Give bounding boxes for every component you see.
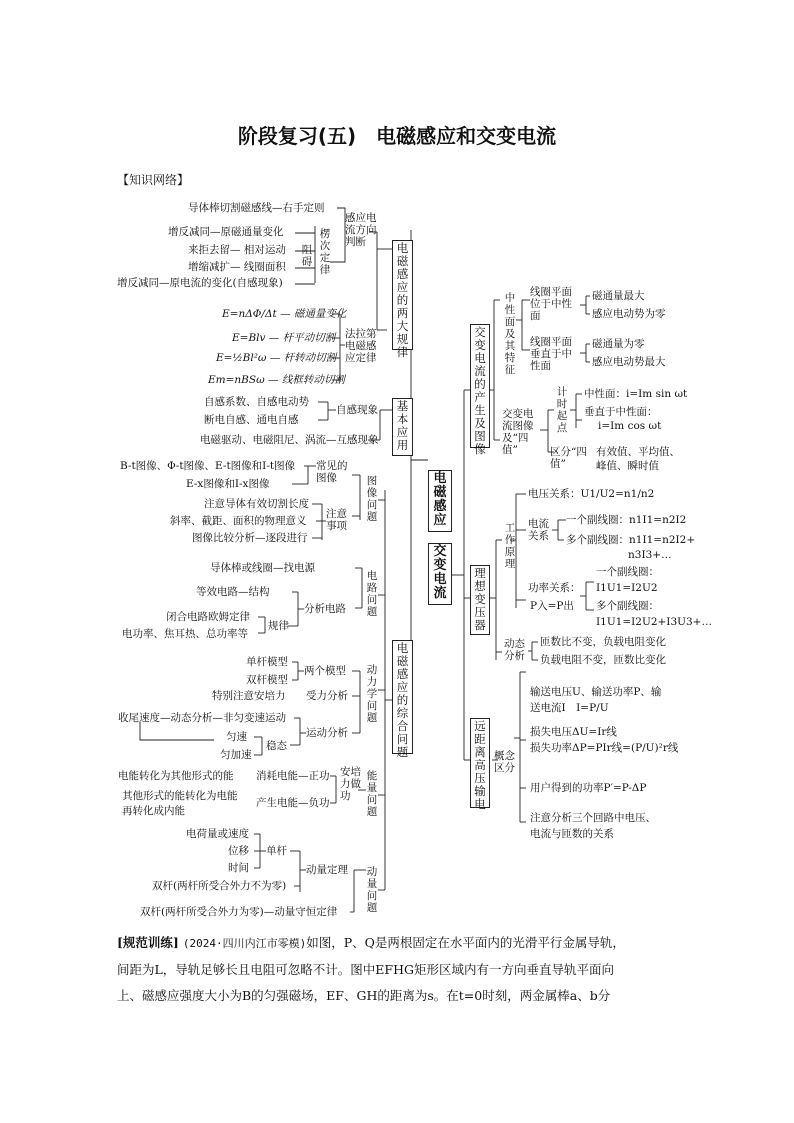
section-label: 【知识网络】 <box>117 173 190 187</box>
work-principle-label: 工作原理 <box>504 522 516 570</box>
momentum-item: 电荷量或速度 <box>186 828 249 840</box>
start-label: 计时起点 <box>556 386 568 434</box>
long-item-5: 注意分析三个回路中电压、 <box>530 812 656 824</box>
emf-formula: Em=nBSω — 线框转动切割 <box>208 374 345 386</box>
steady-item: 匀加速 <box>220 749 252 761</box>
circuit-rule-label: 规律 <box>268 620 289 632</box>
long-item-5b: 电流与匝数的关系 <box>530 828 614 840</box>
self-induction-label: 自感现象 <box>336 404 378 416</box>
emi-app-box: 基本应用 <box>392 398 413 456</box>
exercise-label: [规范训练] <box>117 935 179 950</box>
neutral-p1b: 感应电动势为零 <box>592 308 666 320</box>
circuit-equiv: 等效电路—结构 <box>196 586 270 598</box>
emi-comprehensive-box: 电磁感应的综合问题 <box>392 640 413 754</box>
common-graph-2: E-x图像和I-x图像 <box>186 478 270 490</box>
lenz-label: 楞次定律 <box>319 228 331 276</box>
steady-label: 稳态 <box>266 740 287 752</box>
center-box-ac: 交变电流 <box>428 543 452 605</box>
circuit-rule: 电功率、焦耳热、总功率等 <box>122 628 248 640</box>
motion-label: 运动分析 <box>306 727 348 739</box>
lenz-item: 增反减同—原电流的变化(自感现象) <box>117 277 283 289</box>
direction-label: 感应电流方向判断 <box>345 212 377 248</box>
lenz-item: 增缩减扩— 线圈面积 <box>188 261 286 273</box>
momentum-item: 时间 <box>228 862 249 874</box>
four-values-2: 峰值、瞬时值 <box>596 460 659 472</box>
lenz-item: 增反减同—原磁通量变化 <box>168 226 284 238</box>
lenz-item: 来拒去留— 相对运动 <box>188 244 286 256</box>
ac-generation-box: 交变电流的产生及图像 <box>470 324 490 448</box>
emf-formula: E=nΔΦ/Δt — 磁通量变化 <box>222 308 347 320</box>
start-item-1: 中性面：i=Im sin ωt <box>584 388 688 400</box>
momentum-item: 位移 <box>228 845 249 857</box>
page-title: 阶段复习(五) 电磁感应和交变电流 <box>237 124 557 148</box>
final-speed: 收尾速度—动态分析—非匀变速运动 <box>118 712 286 724</box>
center-box-emi: 电磁感应 <box>428 470 452 532</box>
zuai-label: 阻碍 <box>301 244 313 268</box>
graph-label: 图像问题 <box>366 475 378 523</box>
ac-graph-label: 交变电流图像及“四值” <box>502 408 534 456</box>
current-one: 一个副线圈：n1I1=n2I2 <box>566 514 687 526</box>
power-many: 多个副线圈： <box>596 600 659 612</box>
dynamics-label: 动力学问题 <box>366 664 378 724</box>
eddy-line: 电磁驱动、电磁阻尼、涡流—互感现象 <box>200 434 379 446</box>
circuit-rule: 闭合电路欧姆定律 <box>166 611 250 623</box>
neutral-p2b: 感应电动势最大 <box>592 356 666 368</box>
self-item: 断电自感、通电自感 <box>204 414 299 426</box>
energy-line-1b: 消耗电能—正功 <box>256 770 330 782</box>
start-item-2b: i=Im cos ωt <box>598 420 662 432</box>
emi-laws-box: 电磁感应的两大规律 <box>392 240 413 350</box>
graph-note: 图像比较分析—逐段进行 <box>192 532 308 544</box>
long-item-3: 损失功率ΔP=PIr线=(P/U)²r线 <box>530 742 679 754</box>
exercise-line-3: 上、磁感应强度大小为B的匀强磁场，EF、GH的距离为s。在t=0时刻，两金属棒a、b分 <box>117 988 611 1003</box>
momentum-theorem: 动量定理 <box>306 864 348 876</box>
faraday-label: 法拉第电磁感应定律 <box>345 328 377 364</box>
neutral-plane-label: 中性面及其特征 <box>504 292 516 376</box>
energy-label: 能量问题 <box>366 770 378 818</box>
exercise-text-1: 如图，P、Q是两根固定在水平面内的光滑平行金属导轨， <box>306 935 625 950</box>
power-one-b: I1U1=I2U2 <box>596 582 658 594</box>
models-label: 两个模型 <box>304 665 346 677</box>
steady-item: 匀速 <box>226 731 247 743</box>
current-relation-label: 电流关系 <box>528 518 549 542</box>
emf-formula: E=½Bl²ω — 杆转动切割 <box>216 352 337 364</box>
energy-line-2c: 产生电能—负功 <box>256 797 330 809</box>
exercise-paragraph <box>117 930 677 1009</box>
long-item-1b: 送电流I I=P/U <box>530 702 609 714</box>
model-item: 单杆模型 <box>246 656 288 668</box>
neutral-p1: 线圈平面位于中性面 <box>530 286 572 322</box>
power-relation-label: 功率关系： <box>528 582 581 594</box>
long-item-1: 输送电压U、输送功率P、输 <box>530 686 662 698</box>
self-item: 自感系数、自感电动势 <box>204 396 309 408</box>
dynamic-2: 负载电阻不变，匝数比变化 <box>540 654 666 666</box>
force-label: 受力分析 <box>306 690 348 702</box>
ampere-work-label: 安培力做功 <box>340 766 361 802</box>
neutral-p1a: 磁通量最大 <box>592 290 645 302</box>
long-item-4: 用户得到的功率P′=P-ΔP <box>530 782 647 794</box>
emf-formula: E=Blv — 杆平动切割 <box>232 332 336 344</box>
power-equation: P入=P出 <box>530 600 574 612</box>
voltage-relation: 电压关系：U1/U2=n1/n2 <box>528 488 655 500</box>
four-values-1: 有效值、平均值、 <box>596 446 680 458</box>
circuit-find: 导体棒或线圈—找电源 <box>210 562 315 574</box>
current-many-2: n3I3+… <box>628 549 672 561</box>
exercise-line-2: 间距为L，导轨足够长且电阻可忽略不计。图中EFHG矩形区域内有一方向垂直导轨平面向 <box>117 962 614 977</box>
four-values-label: 区分“四值” <box>550 446 587 470</box>
transformer-box: 理想变压器 <box>470 565 490 635</box>
power-one: 一个副线圈： <box>596 566 659 578</box>
neutral-p2a: 磁通量为零 <box>592 338 645 350</box>
single-bar: 单杆 <box>266 845 287 857</box>
dynamic-analysis-label: 动态分析 <box>504 638 525 662</box>
long-distance-box: 远距离高压输电 <box>470 718 490 808</box>
right-hand-rule: 导体棒切割磁感线—右手定则 <box>188 202 325 214</box>
long-item-2: 损失电压ΔU=Ir线 <box>530 726 617 738</box>
energy-line-2: 其他形式的能转化为电能 <box>122 790 238 802</box>
dynamic-1: 匝数比不变，负载电阻变化 <box>540 636 666 648</box>
double-bar-1: 双杆(两杆所受合外力不为零) <box>152 880 287 892</box>
circuit-label: 电路问题 <box>366 570 378 618</box>
exercise-source: (2024·四川内江市零模) <box>182 937 307 950</box>
common-graph-1: B-t图像、Φ-t图像、E-t图像和I-t图像 <box>120 460 296 472</box>
current-many: 多个副线圈：n1I1=n2I2+ <box>566 534 696 546</box>
graph-note: 斜率、截距、面积的物理意义 <box>170 515 307 527</box>
circuit-analysis: 分析电路 <box>304 603 346 615</box>
double-bar-2: 双杆(两杆所受合外力为零)—动量守恒定律 <box>140 906 338 918</box>
model-item: 双杆模型 <box>246 674 288 686</box>
start-item-2: 垂直于中性面： <box>584 406 658 418</box>
momentum-label: 动量问题 <box>366 866 378 914</box>
energy-line-3: 再转化成内能 <box>122 805 185 817</box>
energy-line-1: 电能转化为其他形式的能 <box>118 770 234 782</box>
exercise-line-1 <box>117 930 677 957</box>
graph-note: 注意导体有效切割长度 <box>204 498 309 510</box>
concept-label: 概念区分 <box>494 750 515 774</box>
note-label: 注意事项 <box>326 508 347 532</box>
neutral-p2: 线圈平面垂直于中性面 <box>530 336 572 372</box>
common-graph-label: 常见的图像 <box>316 460 348 484</box>
power-many-b: I1U1=I2U2+I3U3+… <box>596 616 712 628</box>
force-note: 特别注意安培力 <box>212 690 286 702</box>
